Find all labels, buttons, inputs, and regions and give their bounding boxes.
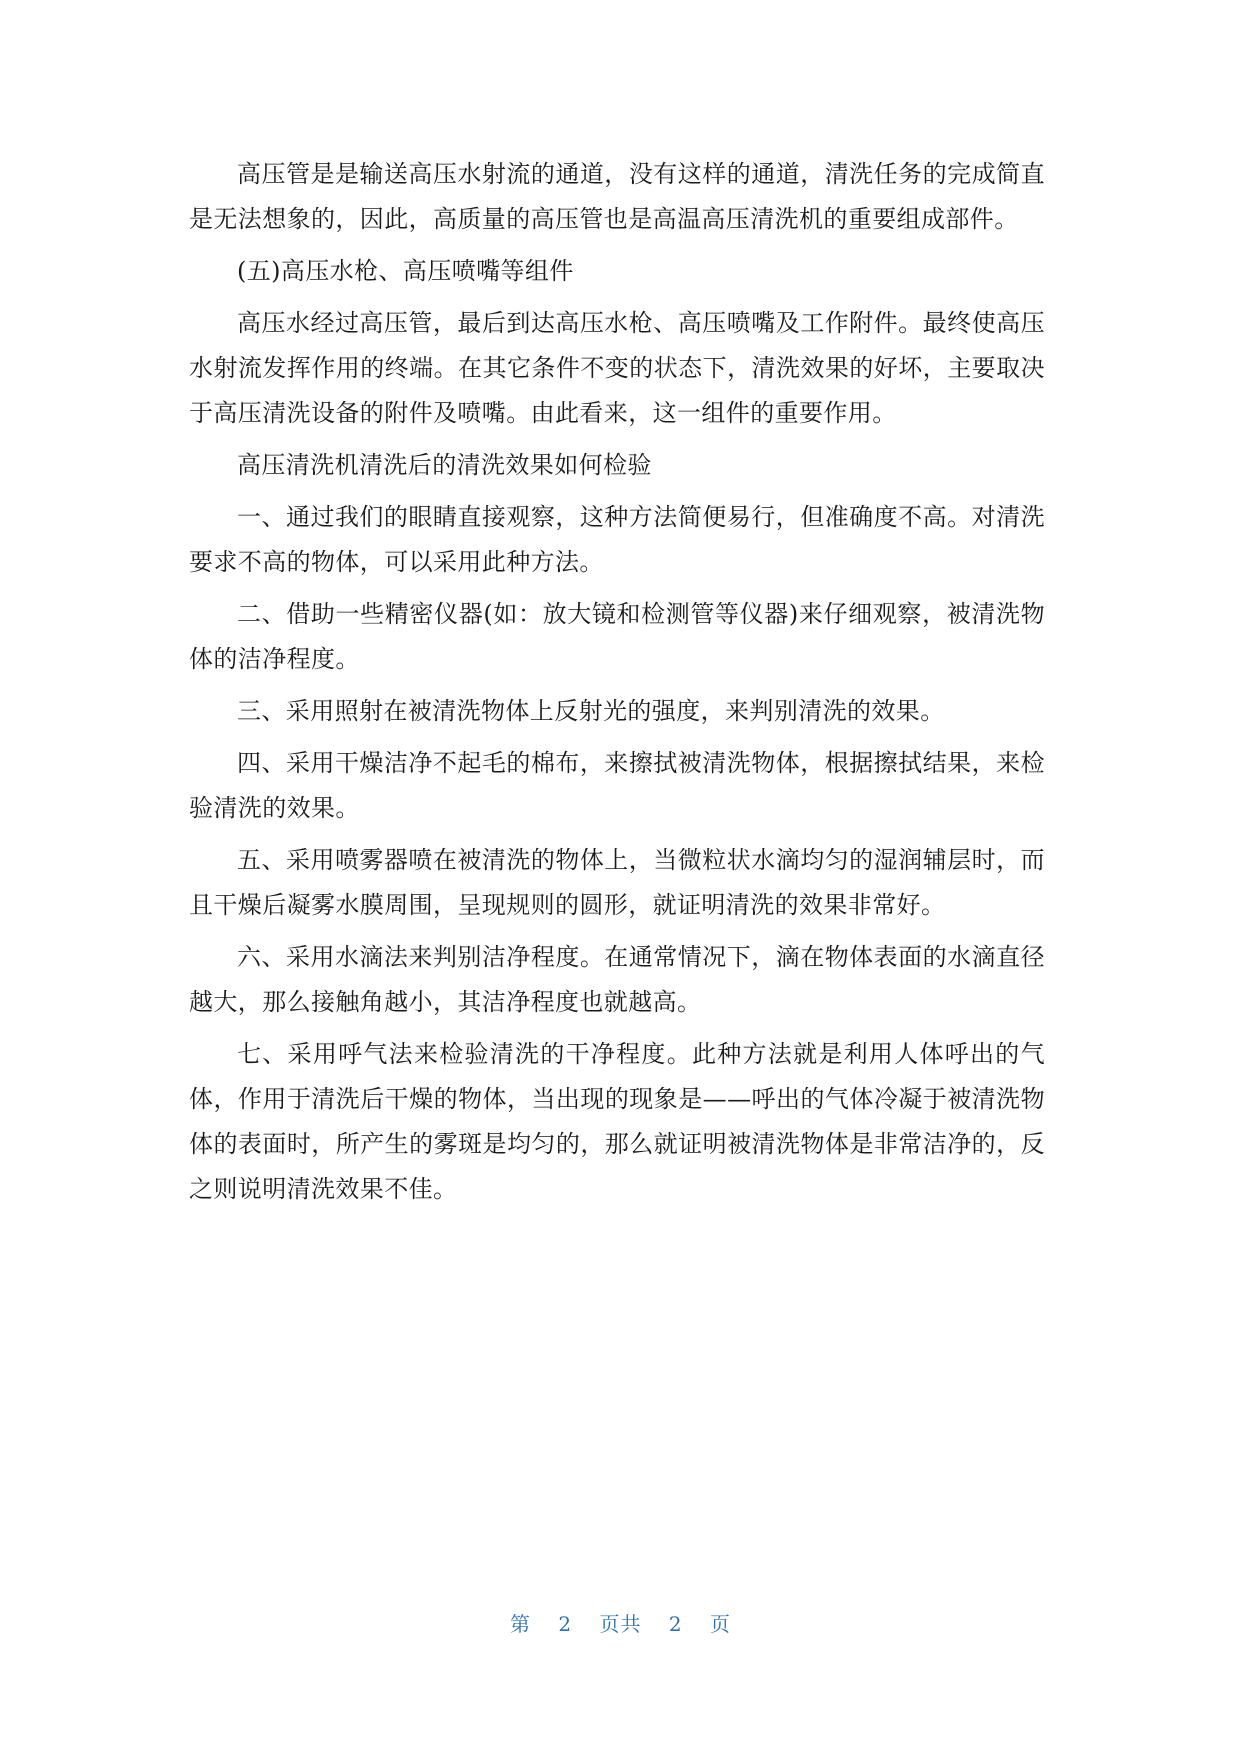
footer-prefix: 第	[510, 1612, 532, 1636]
footer-current-page: 2	[558, 1612, 573, 1636]
list-item-method-7: 七、采用呼气法来检验清洗的干净程度。此种方法就是利用人体呼出的气体，作用于清洗后干燥的物体，当出现的现象是——呼出的气体冷凝于被清洗物体的表面时，所产生的雾斑是均匀的，那么就证明被清洗物体是非常洁净的，反之则说明清洗效果不佳。	[189, 1040, 1045, 1203]
section-heading-nozzle-assembly: (五)高压水枪、高压喷嘴等组件	[237, 257, 574, 285]
document-body	[189, 152, 1045, 1219]
list-item-method-3: 三、采用照射在被清洗物体上反射光的强度，来判别清洗的效果。	[237, 697, 945, 725]
footer-suffix: 页	[709, 1612, 731, 1636]
list-item-method-1: 一、通过我们的眼睛直接观察，这种方法简便易行，但准确度不高。对清洗要求不高的物体，可以采用此种方法。	[189, 503, 1045, 576]
paragraph-high-pressure-hose: 高压管是是输送高压水射流的通道，没有这样的通道，清洗任务的完成简直是无法想象的，因此，高质量的高压管也是高温高压清洗机的重要组成部件。	[189, 160, 1045, 233]
footer-middle: 页共	[599, 1612, 642, 1636]
footer-total-pages: 2	[668, 1612, 683, 1636]
list-item-method-6: 六、采用水滴法来判别洁净程度。在通常情况下，滴在物体表面的水滴直径越大，那么接触角越小，其洁净程度也就越高。	[189, 943, 1045, 1016]
list-item-method-5: 五、采用喷雾器喷在被清洗的物体上，当微粒状水滴均匀的湿润辅层时，而且干燥后凝雾水膜周围，呈现规则的圆形，就证明清洗的效果非常好。	[189, 846, 1045, 919]
paragraph-nozzle-assembly: 高压水经过高压管，最后到达高压水枪、高压喷嘴及工作附件。最终使高压水射流发挥作用的终端。在其它条件不变的状态下，清洗效果的好坏，主要取决于高压清洗设备的附件及喷嘴。由此看来，这一组件的重要作用。	[189, 309, 1045, 427]
list-item-method-2: 二、借助一些精密仪器(如：放大镜和检测管等仪器)来仔细观察，被清洗物体的洁净程度。	[189, 600, 1045, 673]
list-item-method-4: 四、采用干燥洁净不起毛的棉布，来擦拭被清洗物体，根据擦拭结果，来检验清洗的效果。	[189, 749, 1045, 822]
page-footer	[0, 1608, 1241, 1637]
section-heading-inspection: 高压清洗机清洗后的清洗效果如何检验	[237, 451, 652, 479]
